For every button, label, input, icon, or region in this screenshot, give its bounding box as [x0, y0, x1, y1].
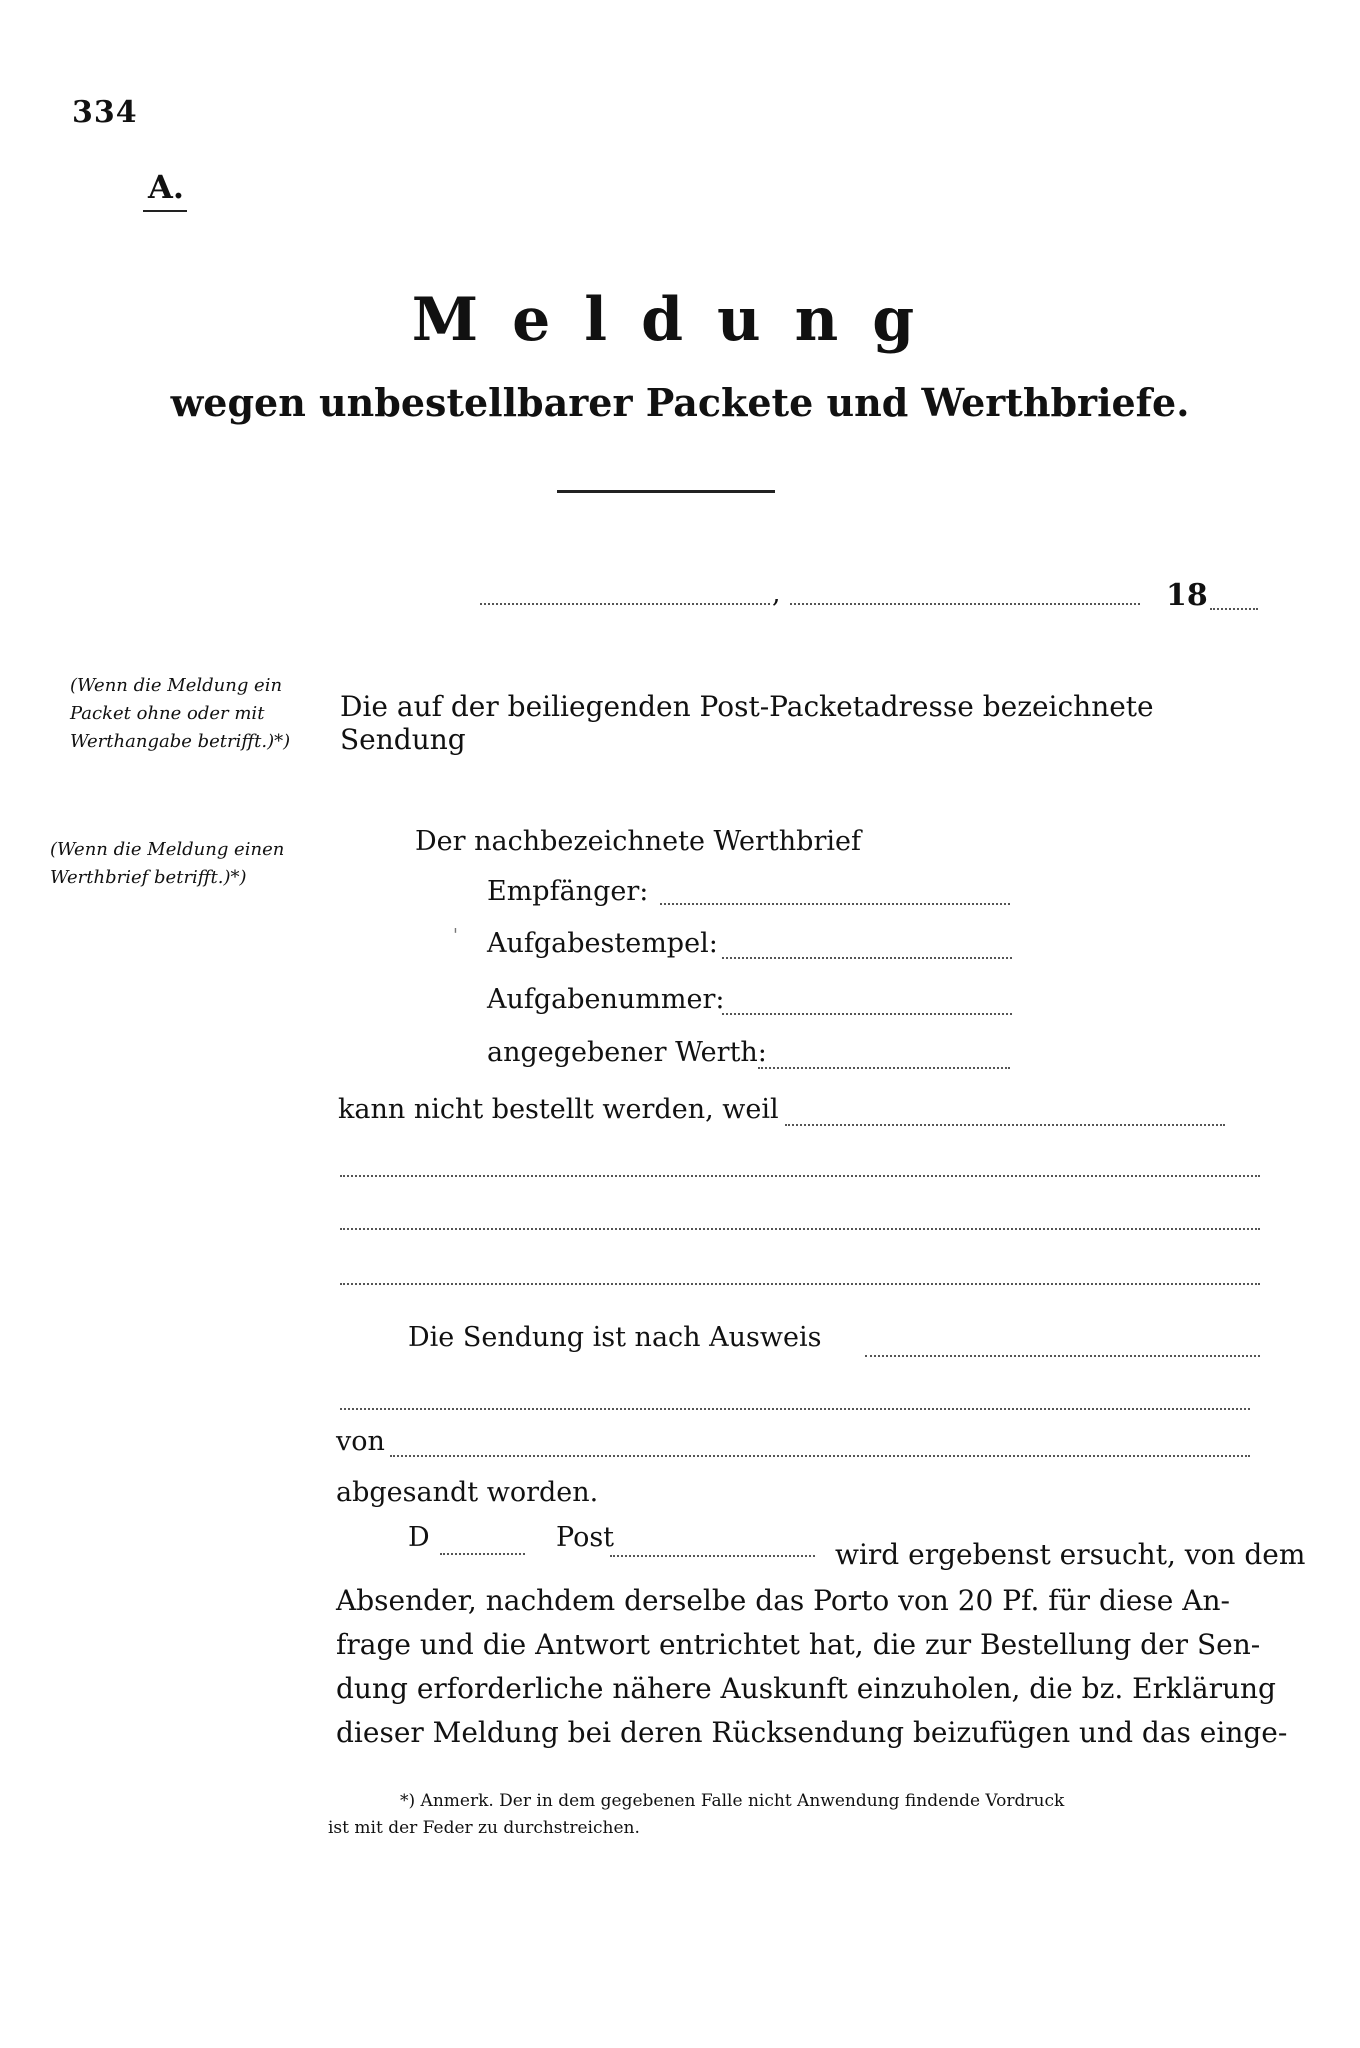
date-year-field[interactable]	[1210, 608, 1258, 610]
field-label-value: angegebener Werth:	[487, 1037, 767, 1068]
margin-tick: '	[453, 925, 458, 946]
value-field[interactable]	[758, 1067, 1010, 1069]
reason-field-1[interactable]	[785, 1124, 1225, 1126]
request-line-2: Absender, nachdem derselbe das Porto von 20 Pf. für diese An-	[336, 1584, 1230, 1617]
margin-note-letter: (Wenn die Meldung einen Werthbrief betrifft.)*)	[50, 839, 285, 888]
request-line-5: dieser Meldung bei deren Rücksendung beizufügen und das einge-	[336, 1716, 1288, 1749]
form-mark-underline	[143, 210, 187, 212]
margin-note-packet: (Wenn die Meldung ein Packet ohne oder mit Werthangabe betrifft.)*)	[70, 675, 291, 752]
request-line-1: wird ergebenst ersucht, von dem	[835, 1538, 1306, 1571]
request-d-field[interactable]	[440, 1553, 525, 1555]
recipient-field[interactable]	[660, 903, 1010, 905]
stamp-field[interactable]	[722, 957, 1012, 959]
reason-line: kann nicht bestellt werden, weil	[338, 1094, 779, 1125]
sent-label: abgesandt worden.	[336, 1477, 599, 1508]
form-title: Meldung	[411, 285, 949, 355]
footnote-line-2: ist mit der Feder zu durchstreichen.	[328, 1818, 640, 1838]
field-label-number: Aufgabenummer:	[487, 984, 725, 1015]
request-line-4: dung erforderliche nähere Auskunft einzuholen, die bz. Erklärung	[336, 1672, 1276, 1705]
packet-sentence: Die auf der beiliegenden Post-Packetadresse bezeichnete Sendung	[340, 690, 1154, 756]
from-field[interactable]	[390, 1455, 1250, 1457]
request-post-field[interactable]	[610, 1555, 815, 1557]
shipment-field-2[interactable]	[340, 1408, 1250, 1410]
date-place-field[interactable]	[480, 603, 770, 605]
from-label: von	[336, 1426, 385, 1457]
number-field[interactable]	[722, 1013, 1012, 1015]
shipment-field-1[interactable]	[865, 1355, 1260, 1357]
letter-intro: Der nachbezeichnete Werthbrief	[415, 826, 861, 857]
footnote-line-1: *) Anmerk. Der in dem gegebenen Falle nicht Anwendung findende Vordruck	[400, 1791, 1065, 1811]
request-post-label: Post	[556, 1522, 615, 1553]
title-divider	[557, 490, 775, 493]
field-label-recipient: Empfänger:	[487, 876, 649, 907]
reason-field-3[interactable]	[340, 1228, 1260, 1230]
page-number: 334	[72, 95, 138, 130]
shipment-line: Die Sendung ist nach Ausweis	[408, 1322, 822, 1353]
form-mark: A.	[148, 168, 184, 206]
field-label-stamp: Aufgabestempel:	[487, 928, 718, 959]
request-line-3: frage und die Antwort entrichtet hat, die zur Bestellung der Sen-	[336, 1628, 1261, 1661]
reason-field-4[interactable]	[340, 1283, 1260, 1285]
form-subtitle: wegen unbestellbarer Packete und Werthbriefe.	[170, 380, 1190, 425]
request-d-label: D	[408, 1522, 430, 1553]
date-year-prefix: 18	[1166, 578, 1208, 613]
date-day-field[interactable]	[790, 603, 1140, 605]
reason-field-2[interactable]	[340, 1175, 1260, 1177]
date-comma: ,	[772, 578, 781, 609]
